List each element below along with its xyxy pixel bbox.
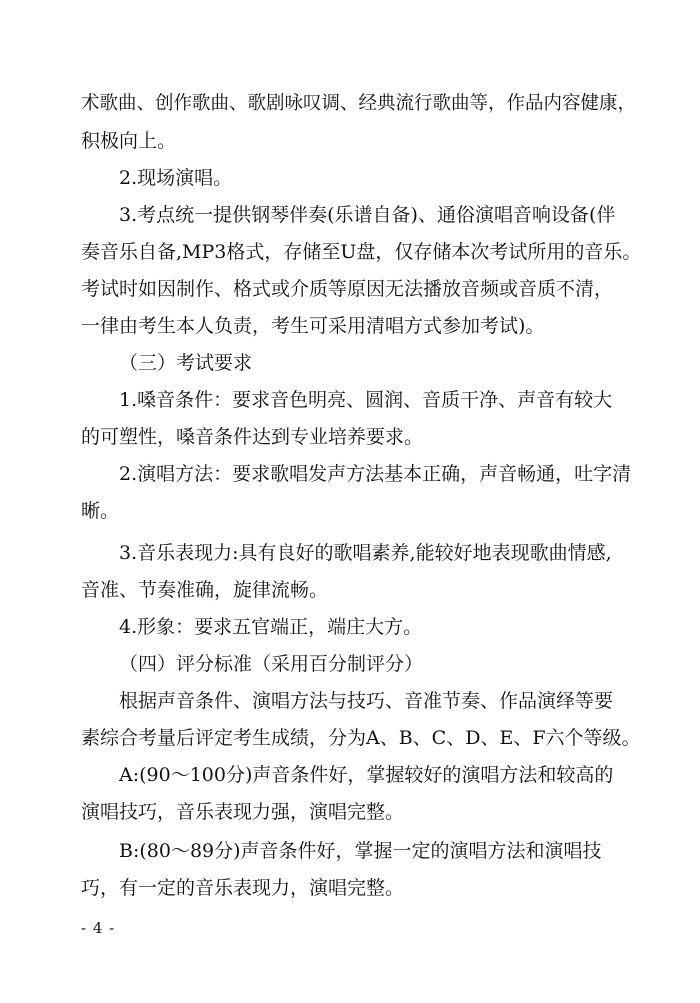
section-heading-four: （四）评分标准（采用百分制评分） [119, 653, 424, 675]
text-line-11: 2.演唱方法：要求歌唱发声方法基本正确，声音畅通，吐字清 [119, 463, 632, 485]
text-line-3: 2.现场演唱。 [119, 167, 233, 189]
text-line-18: 素综合考量后评定考生成绩，分为A、B、C、D、E、F六个等级。 [81, 727, 641, 749]
text-line-5: 奏音乐自备,MP3格式，存储至U盘，仅存储本次考试所用的音乐。 [81, 241, 642, 263]
text-line-7: 一律由考生本人负责，考生可采用清唱方式参加考试)。 [81, 315, 545, 337]
text-line-19: A:(90～100分)声音条件好，掌握较好的演唱方法和较高的 [119, 764, 614, 786]
text-line-20: 演唱技巧，音乐表现力强，演唱完整。 [81, 801, 405, 823]
text-line-14: 音准、节奏准确，旋律流畅。 [81, 579, 329, 601]
text-line-22: 巧，有一定的音乐表现力，演唱完整。 [81, 877, 405, 899]
page-number: - 4 - [81, 919, 116, 937]
text-line-1: 术歌曲、创作歌曲、歌剧咏叹调、经典流行歌曲等，作品内容健康， [81, 93, 637, 114]
text-line-12: 晰。 [81, 500, 120, 522]
text-line-10: 的可塑性，嗓音条件达到专业培养要求。 [81, 426, 424, 448]
text-line-21: B:(80～89分)声音条件好，掌握一定的演唱方法和演唱技 [119, 840, 602, 862]
text-line-15: 4.形象：要求五官端正，端庄大方。 [119, 616, 423, 638]
text-line-13: 3.音乐表现力:具有良好的歌唱素养,能较好地表现歌曲情感, [119, 542, 612, 564]
text-line-2: 积极向上。 [81, 130, 177, 152]
section-heading-three: （三）考试要求 [119, 352, 253, 374]
text-line-17: 根据声音条件、演唱方法与技巧、音准节奏、作品演绎等要 [119, 690, 614, 712]
text-line-9: 1.嗓音条件：要求音色明亮、圆润、音质干净、声音有较大 [119, 389, 613, 411]
text-line-6: 考试时如因制作、格式或介质等原因无法播放音频或音质不清， [81, 278, 614, 300]
text-line-4: 3.考点统一提供钢琴伴奏(乐谱自备)、通俗演唱音响设备(伴 [119, 204, 616, 226]
